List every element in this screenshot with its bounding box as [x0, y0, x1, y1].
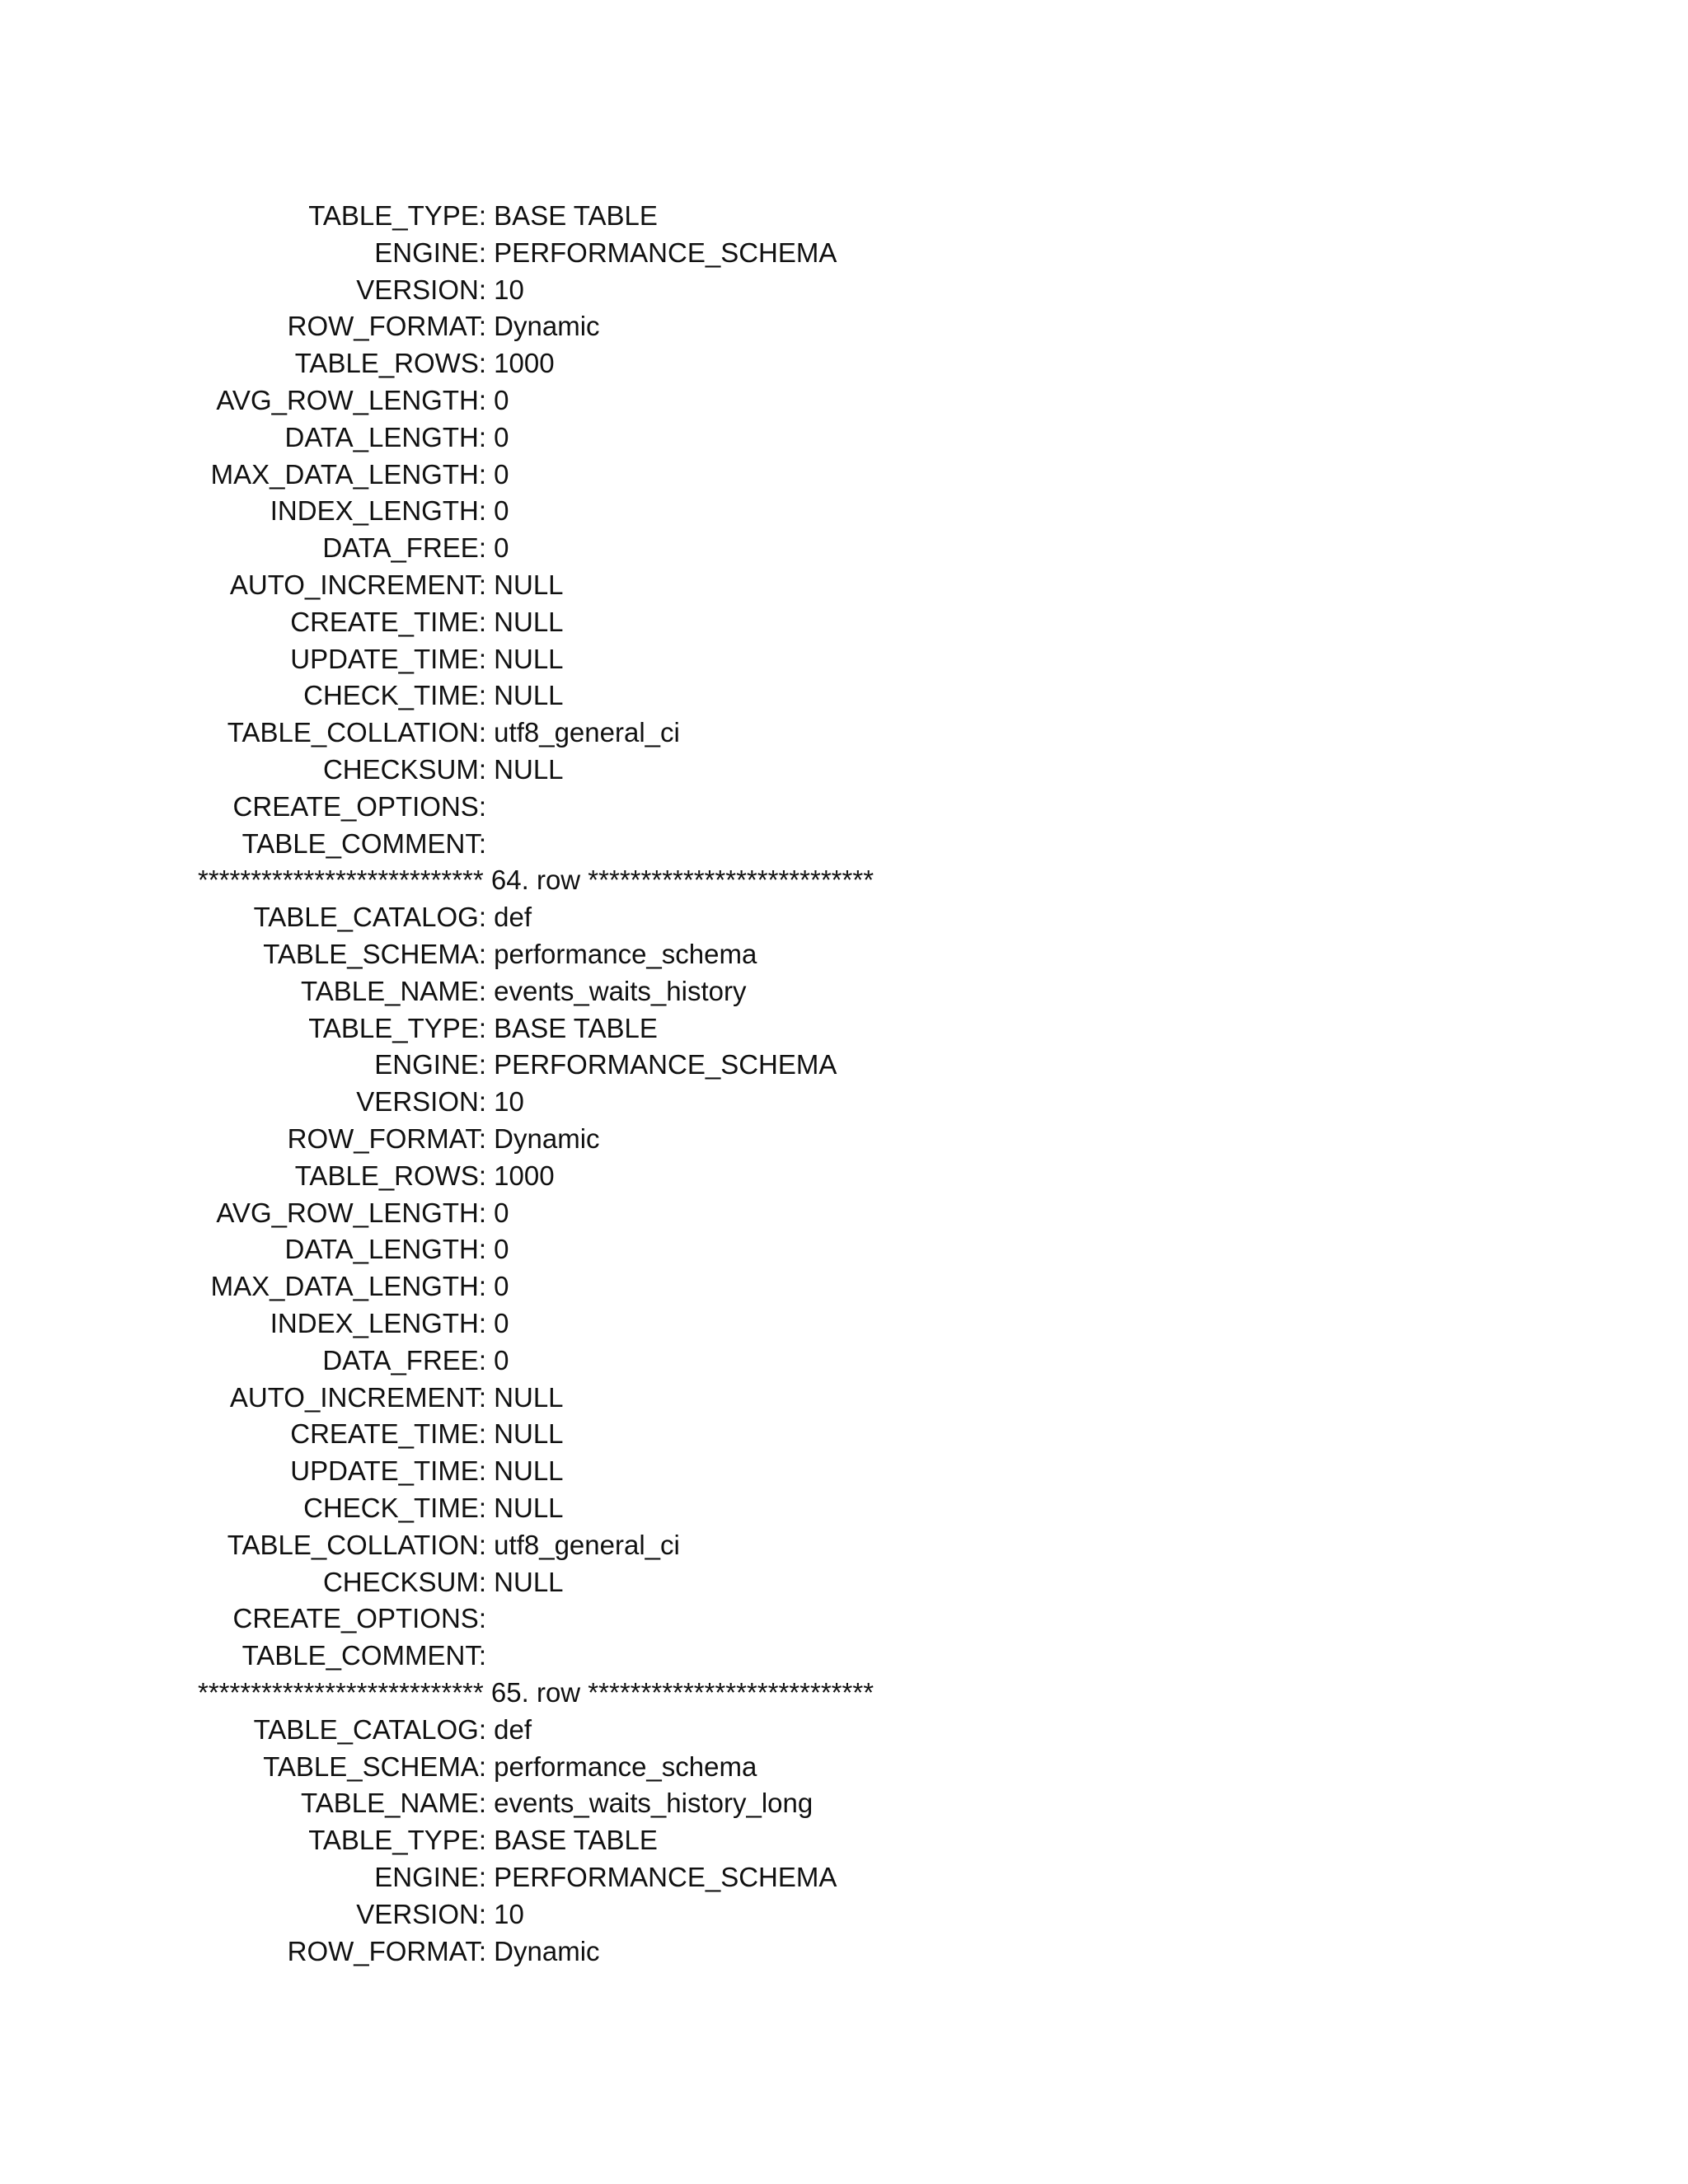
field-label: INDEX_LENGTH: — [270, 1308, 486, 1338]
field-label: VERSION: — [356, 274, 486, 305]
field-value: 0 — [486, 421, 509, 452]
field-row — [290, 641, 563, 677]
field-label: ROW_FORMAT: — [287, 1935, 486, 1966]
field-row — [308, 1822, 658, 1858]
field-label: AVG_ROW_LENGTH: — [216, 385, 486, 415]
field-row — [263, 936, 757, 972]
field-label: UPDATE_TIME: — [290, 643, 486, 674]
field-value: 0 — [486, 385, 509, 415]
field-label: CHECK_TIME: — [303, 1493, 486, 1523]
row-separator: *************************** 65. row *************************** — [198, 1677, 874, 1708]
field-row — [308, 198, 658, 234]
field-value: 10 — [486, 274, 524, 305]
field-row — [374, 235, 837, 271]
field-label: TABLE_COMMENT: — [241, 1640, 486, 1671]
field-value: 0 — [486, 1197, 509, 1228]
field-row — [216, 1195, 509, 1231]
field-value: NULL — [486, 643, 564, 674]
field-row — [374, 1047, 837, 1083]
field-row — [301, 973, 746, 1010]
field-value: Dynamic — [486, 1123, 600, 1154]
field-row — [233, 1601, 486, 1637]
field-value: def — [486, 1713, 532, 1745]
field-row — [254, 1712, 532, 1748]
field-value: Dynamic — [486, 1935, 600, 1966]
field-label: DATA_LENGTH: — [284, 1234, 486, 1265]
field-value: PERFORMANCE_SCHEMA — [486, 1862, 837, 1892]
field-label: ENGINE: — [374, 1049, 486, 1080]
field-label: ROW_FORMAT: — [287, 311, 486, 342]
field-value: 1000 — [486, 1160, 555, 1191]
field-label: TABLE_TYPE: — [308, 1825, 486, 1856]
field-value: 0 — [486, 1271, 509, 1302]
field-label: ENGINE: — [374, 1862, 486, 1892]
field-label: CREATE_OPTIONS: — [232, 1603, 486, 1634]
field-label: DATA_LENGTH: — [284, 421, 486, 452]
field-label: ENGINE: — [374, 237, 486, 268]
field-row — [303, 677, 563, 714]
field-row — [290, 604, 563, 640]
field-value: NULL — [486, 1455, 564, 1487]
field-row — [301, 1785, 813, 1821]
field-label: CREATE_TIME: — [290, 606, 486, 637]
field-value: BASE TABLE — [486, 1825, 658, 1856]
field-label: UPDATE_TIME: — [290, 1455, 486, 1487]
field-value: 0 — [486, 1308, 509, 1338]
field-row — [295, 1158, 555, 1194]
field-row — [270, 493, 509, 529]
field-value: events_waits_history_long — [486, 1788, 814, 1819]
field-row — [323, 1564, 564, 1601]
field-value: PERFORMANCE_SCHEMA — [486, 237, 837, 268]
field-value: NULL — [486, 1566, 564, 1597]
field-value: utf8_general_ci — [486, 1529, 680, 1560]
field-row — [356, 1896, 524, 1933]
field-row — [211, 1268, 509, 1305]
field-label: AVG_ROW_LENGTH: — [216, 1197, 486, 1228]
field-row — [290, 1453, 563, 1489]
field-value: NULL — [486, 680, 564, 711]
field-row — [263, 1749, 757, 1785]
field-row — [285, 1231, 509, 1268]
field-label: TABLE_TYPE: — [308, 200, 486, 231]
field-row — [254, 899, 532, 935]
field-row — [233, 789, 486, 825]
field-row — [322, 1343, 509, 1379]
field-value: 0 — [486, 495, 509, 527]
field-label: DATA_FREE: — [322, 532, 486, 564]
field-value: def — [486, 902, 532, 933]
field-row — [374, 1859, 837, 1896]
field-label: TABLE_SCHEMA: — [263, 1750, 486, 1782]
field-row — [295, 345, 555, 382]
field-value: 0 — [486, 458, 509, 490]
field-row — [356, 1084, 524, 1120]
field-label: MAX_DATA_LENGTH: — [210, 1271, 486, 1302]
field-row — [270, 1305, 509, 1342]
field-row — [242, 1638, 486, 1674]
field-value: 0 — [486, 532, 509, 564]
field-value: performance_schema — [486, 939, 757, 969]
field-row — [323, 752, 564, 788]
field-label: ROW_FORMAT: — [287, 1123, 486, 1154]
field-value: NULL — [486, 569, 564, 600]
field-row — [227, 1527, 680, 1563]
field-value: Dynamic — [486, 311, 600, 342]
field-value: NULL — [486, 1493, 564, 1523]
field-value: BASE TABLE — [486, 1012, 658, 1043]
field-value: BASE TABLE — [486, 200, 658, 231]
field-value: PERFORMANCE_SCHEMA — [486, 1049, 837, 1080]
field-row — [211, 457, 509, 493]
field-row — [290, 1416, 563, 1452]
field-label: TABLE_CATALOG: — [253, 1713, 486, 1745]
field-label: CHECK_TIME: — [303, 680, 486, 711]
field-row — [288, 1933, 600, 1970]
field-label: TABLE_COMMENT: — [241, 827, 486, 859]
field-row — [288, 1121, 600, 1157]
field-value: NULL — [486, 754, 564, 785]
field-label: DATA_FREE: — [322, 1344, 486, 1376]
field-label: CHECKSUM: — [322, 1566, 486, 1597]
field-value: 1000 — [486, 348, 555, 379]
field-row — [230, 1380, 564, 1416]
field-label: CREATE_OPTIONS: — [232, 790, 486, 822]
field-row — [227, 715, 680, 751]
field-label: CREATE_TIME: — [290, 1418, 486, 1450]
field-label: TABLE_NAME: — [301, 1788, 486, 1819]
field-label: MAX_DATA_LENGTH: — [210, 458, 486, 490]
field-value: 10 — [486, 1898, 524, 1929]
field-label: TABLE_NAME: — [301, 975, 486, 1006]
field-value: 10 — [486, 1086, 524, 1118]
field-row — [288, 308, 600, 344]
field-row — [356, 272, 524, 308]
field-label: TABLE_TYPE: — [308, 1012, 486, 1043]
field-label: TABLE_ROWS: — [294, 348, 486, 379]
field-value: NULL — [486, 1418, 564, 1450]
field-row — [308, 1010, 658, 1047]
field-label: TABLE_CATALOG: — [253, 902, 486, 933]
field-label: INDEX_LENGTH: — [270, 495, 486, 527]
field-row — [303, 1490, 563, 1526]
field-value: events_waits_history — [486, 975, 747, 1006]
field-value: utf8_general_ci — [486, 717, 680, 748]
field-label: TABLE_ROWS: — [294, 1160, 486, 1191]
field-label: TABLE_SCHEMA: — [263, 939, 486, 969]
field-row — [230, 567, 564, 603]
field-label: TABLE_COLLATION: — [227, 717, 486, 748]
field-row — [242, 826, 486, 862]
field-value: performance_schema — [486, 1750, 757, 1782]
field-value: 0 — [486, 1344, 509, 1376]
field-value: NULL — [486, 1381, 564, 1413]
field-value: 0 — [486, 1234, 509, 1265]
field-label: CHECKSUM: — [322, 754, 486, 785]
field-value: NULL — [486, 606, 564, 637]
field-label: AUTO_INCREMENT: — [229, 1381, 486, 1413]
row-separator: *************************** 64. row *************************** — [198, 865, 874, 896]
field-label: VERSION: — [356, 1898, 486, 1929]
field-row — [322, 530, 509, 566]
field-label: AUTO_INCREMENT: — [229, 569, 486, 600]
field-label: VERSION: — [356, 1086, 486, 1118]
field-row — [285, 419, 509, 456]
field-row — [216, 382, 509, 419]
field-label: TABLE_COLLATION: — [227, 1529, 486, 1560]
